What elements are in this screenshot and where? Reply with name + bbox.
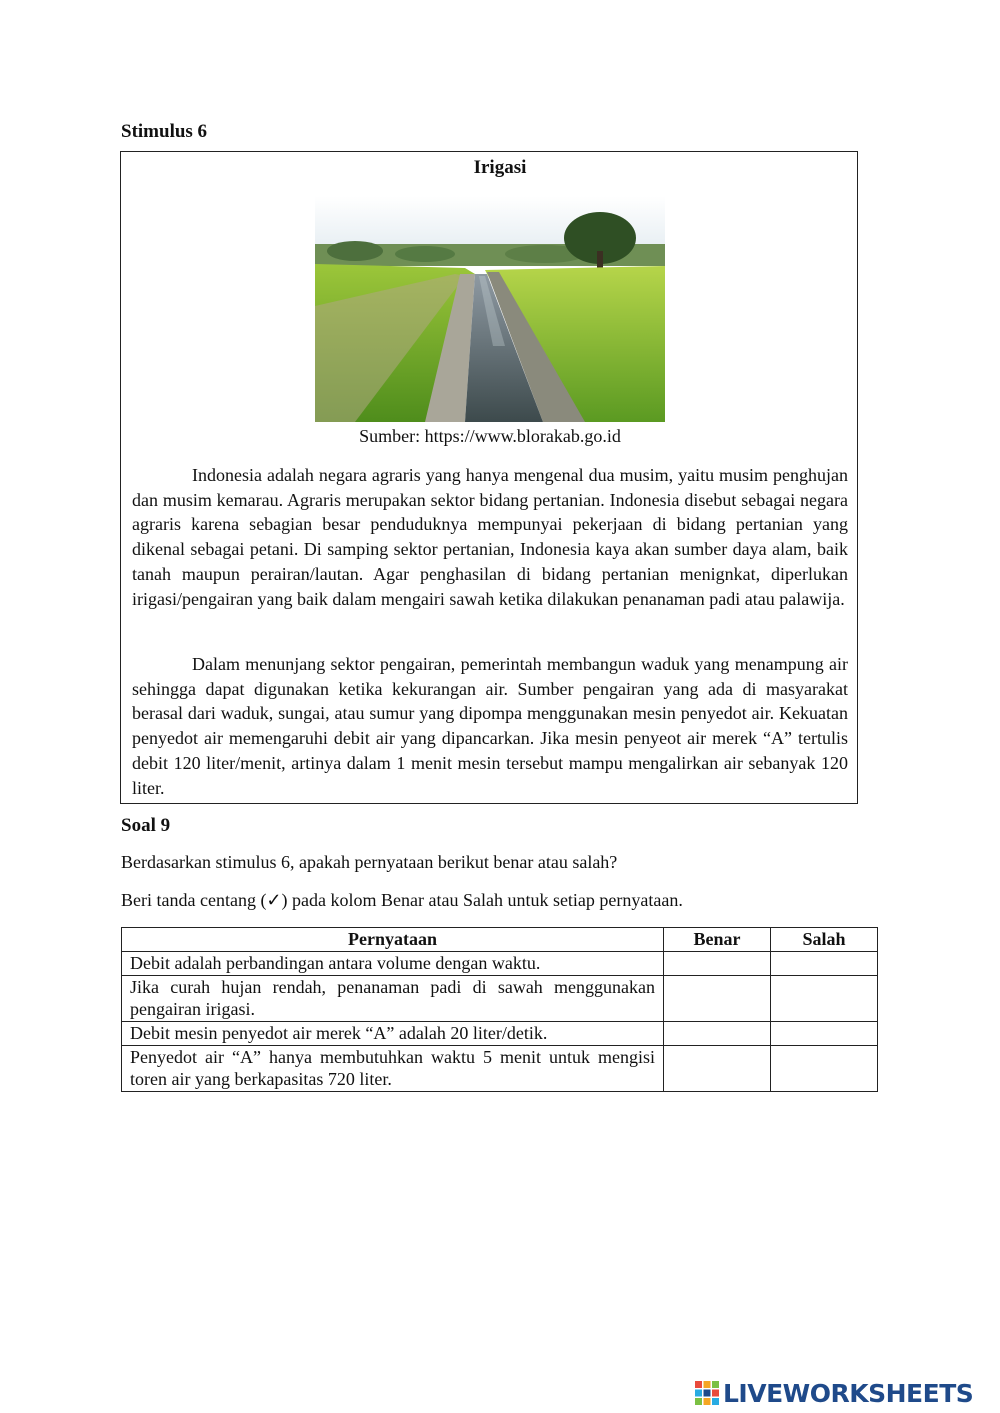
salah-check-cell[interactable] [771, 1046, 878, 1092]
statement-cell: Debit adalah perbandingan antara volume dengan waktu. [122, 952, 664, 976]
table-header-row [122, 928, 878, 952]
benar-check-cell[interactable] [664, 1022, 771, 1046]
salah-check-cell[interactable] [771, 952, 878, 976]
benar-check-cell[interactable] [664, 952, 771, 976]
checkmark-instruction: Beri tanda centang (✓) pada kolom Benar atau Salah untuk setiap pernyataan. [121, 890, 683, 910]
stimulus-paragraph-2: Dalam menunjang sektor pengairan, pemerintah membangun waduk yang menampung air sehingga dapat digunakan ketika kekurangan air. Sumber pengairan yang ada di masyarakat berasal dari waduk, sungai, atau sumur yang dipompa menggunakan mesin penyedot air. Kekuatan penyedot air memengaruhi debit air yang dipancarkan. Jika mesin penyeot air merek “A” tertulis debit 120 liter/menit, artinya dalam 1 menit mesin tersebut mampu mengalirkan air sebanyak 120 liter. [132, 654, 848, 798]
liveworksheets-logo-icon [694, 1380, 720, 1406]
header-benar: Benar [664, 928, 771, 952]
table-row [122, 1046, 878, 1092]
image-source-caption: Sumber: https://www.blorakab.go.id [359, 426, 621, 446]
true-false-table [121, 927, 878, 1092]
header-pernyataan: Pernyataan [122, 928, 664, 952]
question-instruction: Berdasarkan stimulus 6, apakah pernyataan berikut benar atau salah? [121, 852, 618, 872]
statement-cell: Debit mesin penyedot air merek “A” adalah 20 liter/detik. [122, 1022, 664, 1046]
stimulus-label: Stimulus 6 [121, 121, 208, 142]
statement-cell: Jika curah hujan rendah, penanaman padi di sawah menggunakan pengairan irigasi. [122, 976, 664, 1022]
benar-check-cell[interactable] [664, 1046, 771, 1092]
salah-check-cell[interactable] [771, 976, 878, 1022]
table-row [122, 976, 878, 1022]
benar-check-cell[interactable] [664, 976, 771, 1022]
salah-check-cell[interactable] [771, 1022, 878, 1046]
liveworksheets-brand [694, 1378, 973, 1408]
stimulus-title: Irigasi [473, 157, 527, 178]
header-salah: Salah [771, 928, 878, 952]
irrigation-canal-photo [315, 196, 665, 422]
question-label: Soal 9 [121, 815, 171, 836]
statement-cell: Penyedot air “A” hanya membutuhkan waktu 5 menit untuk mengisi toren air yang berkapasitas 720 liter. [122, 1046, 664, 1092]
table-row [122, 952, 878, 976]
table-row [122, 1022, 878, 1046]
stimulus-paragraph-1: Indonesia adalah negara agraris yang hanya mengenal dua musim, yaitu musim penghujan dan musim kemarau. Agraris merupakan sektor bidang pertanian. Indonesia disebut sebagai negara agraris karena sebagian besar penduduknya mempunyai pekerjaan di bidang pertanian yang dikenal sebagai petani. Di samping sektor pertanian, Indonesia kaya akan sumber daya alam, baik tanah maupun perairan/lautan. Agar penghasilan di bidang pertanian menignkat, diperlukan irigasi/pengairan yang baik dalam mengairi sawah ketika dilakukan penanaman padi atau palawija. [132, 465, 848, 609]
liveworksheets-wordmark: LIVEWORKSHEETS [723, 1378, 974, 1408]
